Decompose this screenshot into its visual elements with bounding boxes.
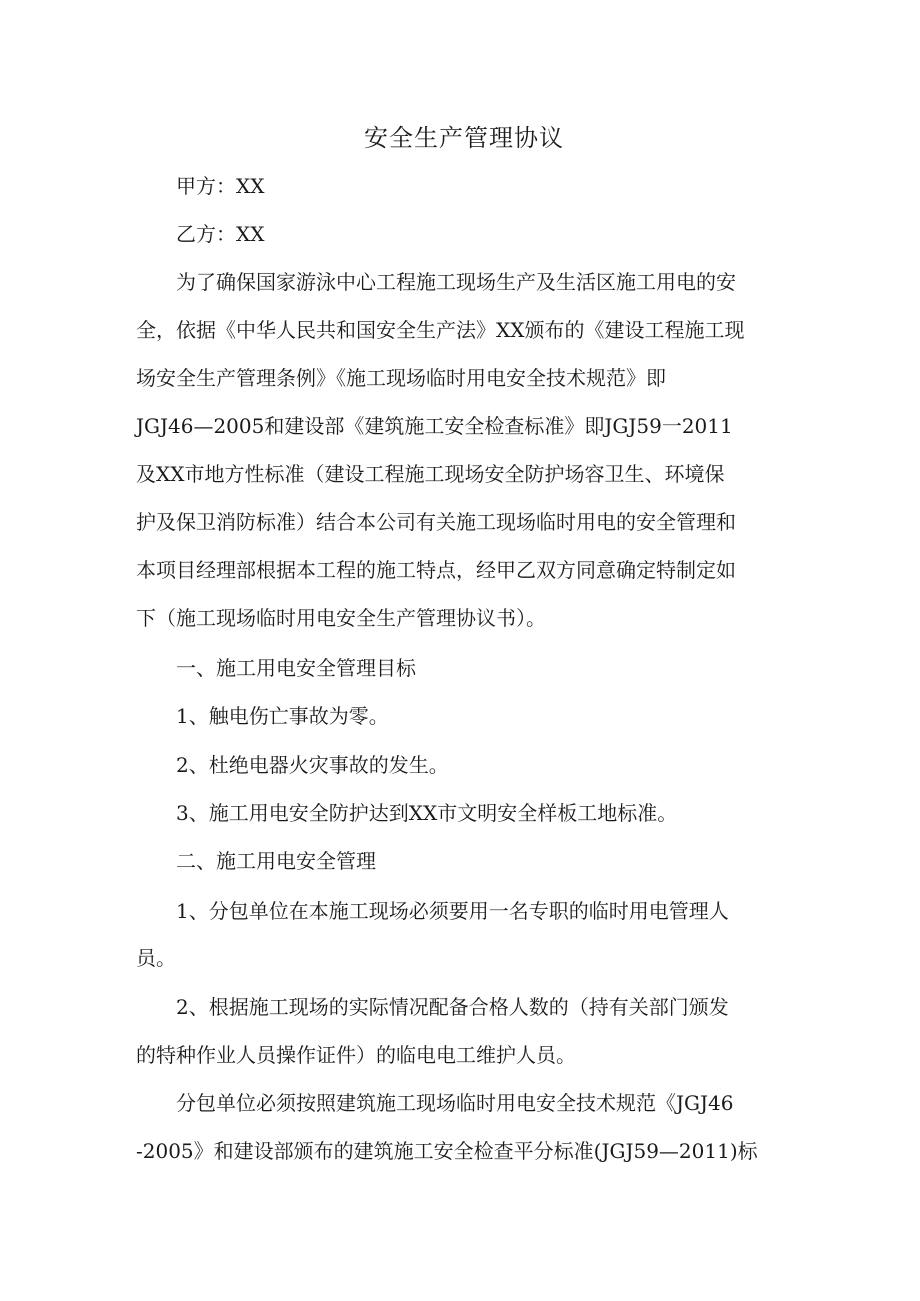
intro-line: JGJ46—2005和建设部《建筑施工安全检查标准》即JGJ59一2011 [136,414,733,438]
intro-line: 护及保卫消防标准）结合本公司有关施工现场临时用电的安全管理和 [136,510,736,534]
party-a-line: 甲方：XX [176,174,265,198]
section1-item: 3、施工用电安全防护达到XX市文明安全样板工地标准。 [176,801,678,825]
section1-item: 2、杜绝电器火灾事故的发生。 [176,753,449,777]
party-b-line: 乙方：XX [176,222,265,246]
intro-line: 场安全生产管理条例》《施工现场临时用电安全技术规范》即 [136,366,666,390]
section2-item1-line: 1、分包单位在本施工现场必须要用一名专职的临时用电管理人 [176,899,729,923]
section2-item1-line: 员。 [136,946,176,970]
intro-line: 及XX市地方性标准（建设工程施工现场安全防护场容卫生、环境保 [136,462,725,486]
section1-item: 1、触电伤亡事故为零。 [176,704,389,728]
section2-item2-line: 2、根据施工现场的实际情况配备合格人数的（持有关部门颁发 [176,995,729,1019]
intro-line: 下（施工现场临时用电安全生产管理协议书）。 [136,606,546,630]
section2-paragraph-line: -2005》和建设部颁布的建筑施工安全检查平分标准(JGJ59—2011)标 [136,1139,758,1163]
intro-line: 本项目经理部根据本工程的施工特点，经甲乙双方同意确定特制定如 [136,558,736,582]
document-title: 安全生产管理协议 [364,124,564,152]
intro-line: 为了确保国家游泳中心工程施工现场生产及生活区施工用电的安 [176,270,736,294]
section2-item2-line: 的特种作业人员操作证件）的临电电工维护人员。 [136,1043,576,1067]
intro-line: 全，依据《中华人民共和国安全生产法》XX颁布的《建设工程施工现 [136,318,745,342]
section1-heading: 一、施工用电安全管理目标 [176,656,416,680]
section2-paragraph-line: 分包单位必须按照建筑施工现场临时用电安全技术规范《JGJ46 [176,1091,734,1115]
section2-heading: 二、施工用电安全管理 [176,849,376,873]
